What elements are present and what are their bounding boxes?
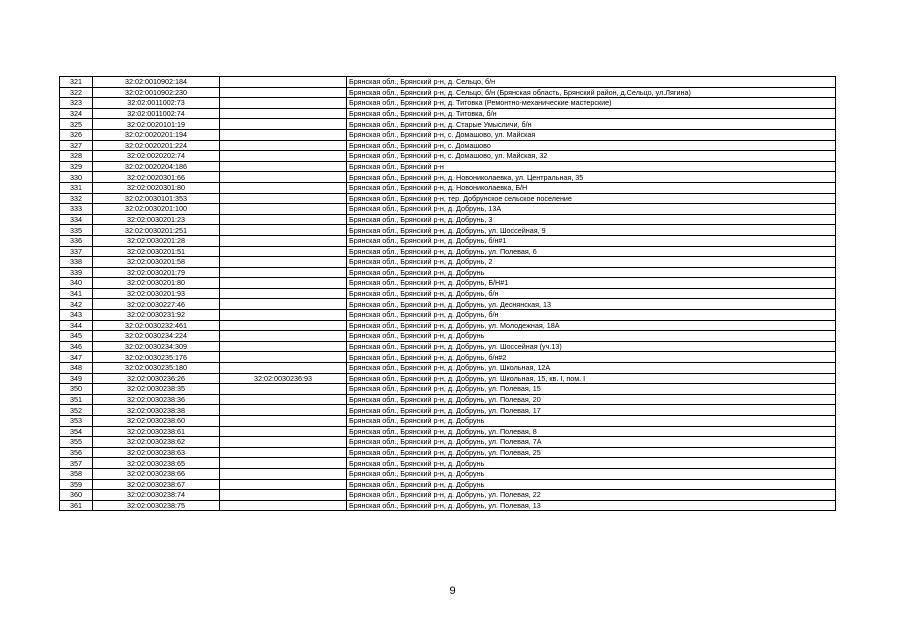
row-number-cell: 340: [60, 278, 93, 289]
address-cell: Брянская обл., Брянский р-н, д. Добрунь, 2: [347, 257, 836, 268]
cadastral-number-cell: 32:02:0020301:66: [93, 172, 220, 183]
address-cell: Брянская обл., Брянский р-н, тер. Добрунское сельское поселение: [347, 193, 836, 204]
address-cell: Брянская обл., Брянский р-н, д. Добрунь: [347, 331, 836, 342]
cadastral-number-cell: 32:02:0011002:74: [93, 108, 220, 119]
address-cell: Брянская обл., Брянский р-н, д. Добрунь, ул. Шоссейная (уч.13): [347, 341, 836, 352]
cadastral-number-cell: 32:02:0030238:66: [93, 468, 220, 479]
row-number-cell: 338: [60, 257, 93, 268]
cadastral-number-cell: 32:02:0020301:80: [93, 182, 220, 193]
address-cell: Брянская обл., Брянский р-н, д. Добрунь, ул. Шоссейная, 9: [347, 225, 836, 236]
row-number-cell: 323: [60, 98, 93, 109]
cadastral-number-cell: 32:02:0030238:65: [93, 458, 220, 469]
table-row: [60, 77, 836, 88]
related-cadastral-number-cell: [220, 214, 347, 225]
table-row: [60, 331, 836, 342]
related-cadastral-number-cell: [220, 129, 347, 140]
table-row: [60, 458, 836, 469]
address-cell: Брянская обл., Брянский р-н, д. Добрунь, ул. Полевая, 22: [347, 490, 836, 501]
table-row: [60, 193, 836, 204]
related-cadastral-number-cell: [220, 320, 347, 331]
row-number-cell: 328: [60, 151, 93, 162]
table-row: [60, 87, 836, 98]
row-number-cell: 342: [60, 299, 93, 310]
table-row: [60, 257, 836, 268]
related-cadastral-number-cell: [220, 151, 347, 162]
related-cadastral-number-cell: [220, 405, 347, 416]
related-cadastral-number-cell: [220, 500, 347, 511]
address-cell: Брянская обл., Брянский р-н, с. Домашово, ул. Майская, 32: [347, 151, 836, 162]
cadastral-number-cell: 32:02:0030232:461: [93, 320, 220, 331]
row-number-cell: 358: [60, 468, 93, 479]
address-cell: Брянская обл., Брянский р-н, д. Добрунь, Б/Н#1: [347, 278, 836, 289]
related-cadastral-number-cell: [220, 490, 347, 501]
cadastral-number-cell: 32:02:0030227:46: [93, 299, 220, 310]
row-number-cell: 346: [60, 341, 93, 352]
related-cadastral-number-cell: [220, 416, 347, 427]
cadastral-number-cell: 32:02:0010902:230: [93, 87, 220, 98]
cadastral-number-cell: 32:02:0030234:224: [93, 331, 220, 342]
table-row: [60, 405, 836, 416]
row-number-cell: 326: [60, 129, 93, 140]
address-cell: Брянская обл., Брянский р-н, д. Добрунь, ул. Полевая, 20: [347, 394, 836, 405]
address-cell: Брянская обл., Брянский р-н, д. Добрунь, ул. Деснянская, 13: [347, 299, 836, 310]
related-cadastral-number-cell: [220, 87, 347, 98]
cadastral-number-cell: 32:02:0030201:251: [93, 225, 220, 236]
cadastral-number-cell: 32:02:0030201:93: [93, 288, 220, 299]
row-number-cell: 336: [60, 235, 93, 246]
cadastral-number-cell: 32:02:0030236:26: [93, 373, 220, 384]
row-number-cell: 344: [60, 320, 93, 331]
table-row: [60, 468, 836, 479]
table-row: [60, 246, 836, 257]
row-number-cell: 347: [60, 352, 93, 363]
table-row: [60, 235, 836, 246]
cadastral-number-cell: 32:02:0030238:63: [93, 447, 220, 458]
table-row: [60, 161, 836, 172]
row-number-cell: 343: [60, 310, 93, 321]
cadastral-number-cell: 32:02:0030101:353: [93, 193, 220, 204]
table-row: [60, 299, 836, 310]
table-row: [60, 447, 836, 458]
address-cell: Брянская обл., Брянский р-н, д. Добрунь, ул. Полевая, 25: [347, 447, 836, 458]
table-row: [60, 373, 836, 384]
related-cadastral-number-cell: [220, 341, 347, 352]
address-cell: Брянская обл., Брянский р-н, д. Добрунь: [347, 267, 836, 278]
row-number-cell: 351: [60, 394, 93, 405]
row-number-cell: 355: [60, 437, 93, 448]
row-number-cell: 333: [60, 204, 93, 215]
address-cell: Брянская обл., Брянский р-н, д. Добрунь, 13А: [347, 204, 836, 215]
cadastral-number-cell: 32:02:0011002:73: [93, 98, 220, 109]
related-cadastral-number-cell: [220, 257, 347, 268]
cadastral-number-cell: 32:02:0030238:60: [93, 416, 220, 427]
address-cell: Брянская обл., Брянский р-н, с. Домашово, ул. Майская: [347, 129, 836, 140]
related-cadastral-number-cell: [220, 363, 347, 374]
cadastral-number-cell: 32:02:0030238:35: [93, 384, 220, 395]
cadastral-number-cell: 32:02:0030238:75: [93, 500, 220, 511]
related-cadastral-number-cell: [220, 299, 347, 310]
related-cadastral-number-cell: [220, 193, 347, 204]
address-cell: Брянская обл., Брянский р-н, д. Добрунь, 3: [347, 214, 836, 225]
row-number-cell: 352: [60, 405, 93, 416]
related-cadastral-number-cell: 32:02:0030236:93: [220, 373, 347, 384]
related-cadastral-number-cell: [220, 310, 347, 321]
address-cell: Брянская обл., Брянский р-н: [347, 161, 836, 172]
cadastral-number-cell: 32:02:0030201:100: [93, 204, 220, 215]
cadastral-number-cell: 32:02:0030201:23: [93, 214, 220, 225]
row-number-cell: 332: [60, 193, 93, 204]
registry-table-body: [60, 77, 836, 511]
address-cell: Брянская обл., Брянский р-н, д. Новониколаевка, Б/Н: [347, 182, 836, 193]
table-row: [60, 182, 836, 193]
row-number-cell: 341: [60, 288, 93, 299]
table-row: [60, 140, 836, 151]
table-row: [60, 384, 836, 395]
row-number-cell: 359: [60, 479, 93, 490]
address-cell: Брянская обл., Брянский р-н, с. Домашово: [347, 140, 836, 151]
address-cell: Брянская обл., Брянский р-н, д. Добрунь: [347, 479, 836, 490]
registry-table: [59, 76, 836, 511]
cadastral-number-cell: 32:02:0030238:62: [93, 437, 220, 448]
address-cell: Брянская обл., Брянский р-н, д. Добрунь, б/н: [347, 310, 836, 321]
cadastral-number-cell: 32:02:0030235:176: [93, 352, 220, 363]
related-cadastral-number-cell: [220, 352, 347, 363]
related-cadastral-number-cell: [220, 246, 347, 257]
row-number-cell: 321: [60, 77, 93, 88]
cadastral-number-cell: 32:02:0030238:38: [93, 405, 220, 416]
address-cell: Брянская обл., Брянский р-н, д. Добрунь, ул. Школьная, 15, кв. I, пом. I: [347, 373, 836, 384]
cadastral-number-cell: 32:02:0030201:58: [93, 257, 220, 268]
table-row: [60, 320, 836, 331]
row-number-cell: 350: [60, 384, 93, 395]
related-cadastral-number-cell: [220, 426, 347, 437]
table-row: [60, 98, 836, 109]
table-row: [60, 416, 836, 427]
row-number-cell: 357: [60, 458, 93, 469]
row-number-cell: 324: [60, 108, 93, 119]
row-number-cell: 348: [60, 363, 93, 374]
table-row: [60, 288, 836, 299]
row-number-cell: 322: [60, 87, 93, 98]
row-number-cell: 335: [60, 225, 93, 236]
table-row: [60, 129, 836, 140]
address-cell: Брянская обл., Брянский р-н, д. Добрунь, ул. Полевая, 15: [347, 384, 836, 395]
row-number-cell: 334: [60, 214, 93, 225]
address-cell: Брянская обл., Брянский р-н, д. Сельцо, б/н (Брянская область, Брянский район, д.Сельцо, ул.Лягина): [347, 87, 836, 98]
related-cadastral-number-cell: [220, 161, 347, 172]
address-cell: Брянская обл., Брянский р-н, д. Новониколаевка, ул. Центральная, 35: [347, 172, 836, 183]
table-row: [60, 426, 836, 437]
address-cell: Брянская обл., Брянский р-н, д. Добрунь, б/н#2: [347, 352, 836, 363]
row-number-cell: 339: [60, 267, 93, 278]
row-number-cell: 329: [60, 161, 93, 172]
cadastral-number-cell: 32:02:0030201:79: [93, 267, 220, 278]
table-row: [60, 490, 836, 501]
row-number-cell: 354: [60, 426, 93, 437]
related-cadastral-number-cell: [220, 394, 347, 405]
address-cell: Брянская обл., Брянский р-н, д. Добрунь, ул. Полевая, 6: [347, 246, 836, 257]
row-number-cell: 356: [60, 447, 93, 458]
related-cadastral-number-cell: [220, 235, 347, 246]
related-cadastral-number-cell: [220, 98, 347, 109]
related-cadastral-number-cell: [220, 447, 347, 458]
table-row: [60, 267, 836, 278]
cadastral-number-cell: 32:02:0020201:224: [93, 140, 220, 151]
related-cadastral-number-cell: [220, 182, 347, 193]
table-row: [60, 363, 836, 374]
cadastral-number-cell: 32:02:0030201:28: [93, 235, 220, 246]
table-row: [60, 214, 836, 225]
related-cadastral-number-cell: [220, 267, 347, 278]
related-cadastral-number-cell: [220, 468, 347, 479]
related-cadastral-number-cell: [220, 119, 347, 130]
address-cell: Брянская обл., Брянский р-н, д. Добрунь, б/н: [347, 288, 836, 299]
row-number-cell: 325: [60, 119, 93, 130]
table-row: [60, 352, 836, 363]
row-number-cell: 337: [60, 246, 93, 257]
row-number-cell: 361: [60, 500, 93, 511]
address-cell: Брянская обл., Брянский р-н, д. Добрунь, ул. Полевая, 17: [347, 405, 836, 416]
cadastral-number-cell: 32:02:0030238:74: [93, 490, 220, 501]
table-row: [60, 437, 836, 448]
row-number-cell: 330: [60, 172, 93, 183]
table-row: [60, 479, 836, 490]
related-cadastral-number-cell: [220, 384, 347, 395]
table-row: [60, 278, 836, 289]
cadastral-number-cell: 32:02:0020101:19: [93, 119, 220, 130]
address-cell: Брянская обл., Брянский р-н, д. Добрунь, б/н#1: [347, 235, 836, 246]
table-row: [60, 119, 836, 130]
cadastral-number-cell: 32:02:0030238:61: [93, 426, 220, 437]
related-cadastral-number-cell: [220, 140, 347, 151]
cadastral-number-cell: 32:02:0030238:36: [93, 394, 220, 405]
related-cadastral-number-cell: [220, 77, 347, 88]
address-cell: Брянская обл., Брянский р-н, д. Добрунь, ул. Молодежная, 18А: [347, 320, 836, 331]
table-row: [60, 108, 836, 119]
cadastral-number-cell: 32:02:0030231:92: [93, 310, 220, 321]
row-number-cell: 345: [60, 331, 93, 342]
cadastral-number-cell: 32:02:0030201:80: [93, 278, 220, 289]
table-row: [60, 341, 836, 352]
address-cell: Брянская обл., Брянский р-н, д. Титовка, б/н: [347, 108, 836, 119]
cadastral-number-cell: 32:02:0030234:309: [93, 341, 220, 352]
related-cadastral-number-cell: [220, 331, 347, 342]
related-cadastral-number-cell: [220, 225, 347, 236]
address-cell: Брянская обл., Брянский р-н, д. Титовка (Ремонтно-механические мастерские): [347, 98, 836, 109]
cadastral-number-cell: 32:02:0010902:184: [93, 77, 220, 88]
table-row: [60, 204, 836, 215]
related-cadastral-number-cell: [220, 108, 347, 119]
address-cell: Брянская обл., Брянский р-н, д. Добрунь, ул. Школьная, 12А: [347, 363, 836, 374]
related-cadastral-number-cell: [220, 204, 347, 215]
row-number-cell: 331: [60, 182, 93, 193]
related-cadastral-number-cell: [220, 437, 347, 448]
table-row: [60, 310, 836, 321]
page-number: 9: [449, 585, 456, 597]
related-cadastral-number-cell: [220, 278, 347, 289]
cadastral-number-cell: 32:02:0020204:186: [93, 161, 220, 172]
table-row: [60, 394, 836, 405]
address-cell: Брянская обл., Брянский р-н, д. Добрунь, ул. Полевая, 13: [347, 500, 836, 511]
table-row: [60, 151, 836, 162]
address-cell: Брянская обл., Брянский р-н, д. Добрунь, ул. Полевая, 8: [347, 426, 836, 437]
address-cell: Брянская обл., Брянский р-н, д. Добрунь: [347, 458, 836, 469]
cadastral-number-cell: 32:02:0030235:180: [93, 363, 220, 374]
address-cell: Брянская обл., Брянский р-н, д. Добрунь: [347, 468, 836, 479]
row-number-cell: 353: [60, 416, 93, 427]
table-row: [60, 172, 836, 183]
cadastral-number-cell: 32:02:0030201:51: [93, 246, 220, 257]
row-number-cell: 327: [60, 140, 93, 151]
address-cell: Брянская обл., Брянский р-н, д. Добрунь, ул. Полевая, 7А: [347, 437, 836, 448]
cadastral-number-cell: 32:02:0020201:194: [93, 129, 220, 140]
address-cell: Брянская обл., Брянский р-н, д. Старые Умысличи, б/н: [347, 119, 836, 130]
address-cell: Брянская обл., Брянский р-н, д. Сельцо, б/н: [347, 77, 836, 88]
cadastral-number-cell: 32:02:0020202:74: [93, 151, 220, 162]
table-row: [60, 500, 836, 511]
table-row: [60, 225, 836, 236]
address-cell: Брянская обл., Брянский р-н, д. Добрунь: [347, 416, 836, 427]
row-number-cell: 349: [60, 373, 93, 384]
related-cadastral-number-cell: [220, 458, 347, 469]
related-cadastral-number-cell: [220, 288, 347, 299]
cadastral-number-cell: 32:02:0030238:67: [93, 479, 220, 490]
row-number-cell: 360: [60, 490, 93, 501]
related-cadastral-number-cell: [220, 172, 347, 183]
related-cadastral-number-cell: [220, 479, 347, 490]
